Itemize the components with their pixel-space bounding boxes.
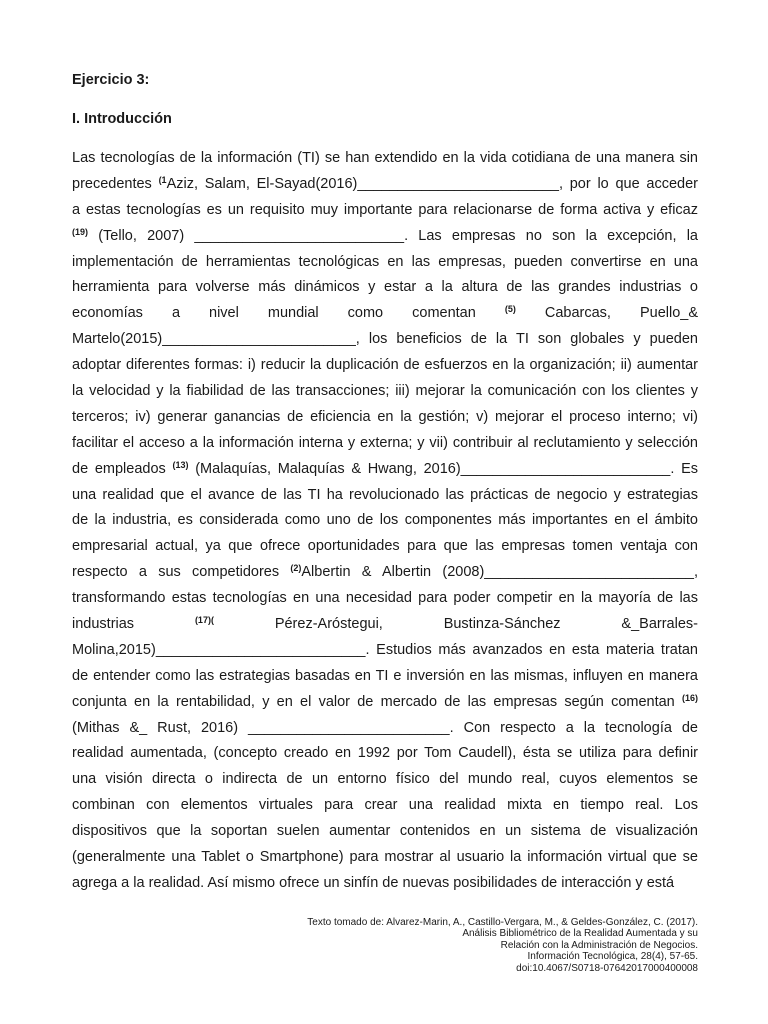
text-segment: (Tello, 2007) __________________________. Las empresas no son la excepción, la (88, 227, 698, 244)
text-line: agrega a la realidad. Así mismo ofrece un sinfín de nuevas posibilidades de interacción y está (72, 874, 675, 891)
text-line: de la industria, es considerada como uno de los componentes más importantes en el ámbito (72, 512, 698, 529)
text-line: combinan con elementos virtuales para crear una realidad mixta en tiempo real. Los (72, 797, 698, 814)
footer-line: Información Tecnológica, 28(4), 57-65. (527, 951, 698, 963)
citation-number: (1 (158, 174, 167, 185)
text-segment: Aziz, Salam, El-Sayad(2016)_________________________, por lo que acceder (166, 175, 698, 192)
citation-number: (13) (172, 459, 189, 470)
text-line: facilitar el acceso a la información interna y externa; y vii) contribuir al reclutamiento y selección (72, 434, 698, 451)
text-segment: precedentes (72, 175, 159, 192)
text-line: adoptar diferentes formas: i) reducir la duplicación de esfuerzos en la organización; ii) aumentar (72, 357, 698, 374)
citation-number: (5) (504, 304, 516, 315)
text-line (72, 172, 698, 198)
citation-number: (17)( (194, 615, 214, 626)
text-line: una realidad que el avance de las TI ha revolucionado las prácticas de negocio y estrategias (72, 486, 698, 503)
text-segment: Albertin & Albertin (2008)__________________________, (301, 564, 698, 581)
text-line: Las tecnologías de la información (TI) se han extendido en la vida cotidiana de una manera sin (72, 150, 698, 166)
text-line (72, 224, 698, 250)
text-line: (generalmente una Tablet o Smartphone) para mostrar al usuario la información virtual que se (72, 849, 698, 866)
text-line (72, 690, 698, 716)
text-segment: de empleados (72, 460, 173, 477)
section-title: I. Introducción (72, 111, 172, 127)
text-line: Martelo(2015)________________________, los beneficios de la TI son globales y pueden (72, 331, 698, 348)
text-line: implementación de herramientas tecnológicas en las empresas, pueden convertirse en una (72, 253, 698, 270)
footer-line: Texto tomado de: Alvarez-Marin, A., Castillo-Vergara, M., & Geldes-González, C. (2017). (307, 917, 698, 928)
text-line: la velocidad y la fiabilidad de las transacciones; iii) mejorar la comunicación con los clientes y (72, 383, 698, 400)
text-line (72, 301, 698, 327)
text-segment: respecto a sus competidores (72, 564, 291, 581)
citation-footer (238, 917, 698, 974)
footer-line: doi:10.4067/S0718-07642017000400008 (516, 962, 698, 974)
citation-number: (2) (290, 563, 302, 574)
text-line (72, 457, 698, 483)
text-line: empresarial actual, ya que ofrece oportunidades para que las empresas tomen ventaja con (72, 538, 698, 555)
text-segment: conjunta en la rentabilidad, y en el valor de mercado de las empresas según comentan (72, 693, 682, 710)
text-line: Molina,2015)__________________________. Estudios más avanzados en esta materia tratan (72, 641, 698, 658)
body-paragraph (72, 146, 698, 897)
text-segment: Cabarcas, Puello_& (515, 305, 699, 322)
text-line: de entender como las estrategias basadas en TI e inversión en las mismas, influyen en manera (72, 667, 698, 684)
text-segment: industrias (72, 616, 195, 633)
text-line (72, 560, 698, 586)
text-segment: economías a nivel mundial como comentan (72, 305, 505, 322)
text-line: a estas tecnologías es un requisito muy importante para relacionarse de forma activa y eficaz (72, 201, 698, 218)
exercise-title: Ejercicio 3: (72, 72, 150, 88)
text-line: transformando estas tecnologías en una necesidad para poder competir en la mayoría de las (72, 590, 698, 607)
citation-number: (16) (681, 692, 698, 703)
text-line (72, 612, 698, 638)
text-line: herramienta para volverse más dinámicos y estar a la altura de las grandes industrias o (72, 279, 698, 296)
text-line: terceros; iv) generar ganancias de eficiencia en la gestión; v) mejorar el proceso interno; vi) (72, 408, 698, 425)
text-line: (Mithas &_ Rust, 2016) _________________________. Con respecto a la tecnología de (72, 719, 698, 736)
footer-line: Análisis Bibliométrico de la Realidad Aumentada y su (462, 928, 698, 940)
text-segment: (Malaquías, Malaquías & Hwang, 2016)__________________________. Es (188, 460, 698, 477)
text-line: realidad aumentada, (concepto creado en 1992 por Tom Caudell), ésta se utiliza para definir (72, 745, 698, 762)
text-line: dispositivos que la soportan suelen aumentar contenidos en un sistema de visualización (72, 823, 698, 840)
text-line: una visión directa o indirecta de un entorno físico del mundo real, cuyos elementos se (72, 771, 698, 788)
citation-number: (19) (72, 226, 89, 237)
text-segment: Pérez-Aróstegui, Bustinza-Sánchez &_Barrales- (213, 616, 698, 633)
footer-line: Relación con la Administración de Negocios. (500, 939, 698, 951)
